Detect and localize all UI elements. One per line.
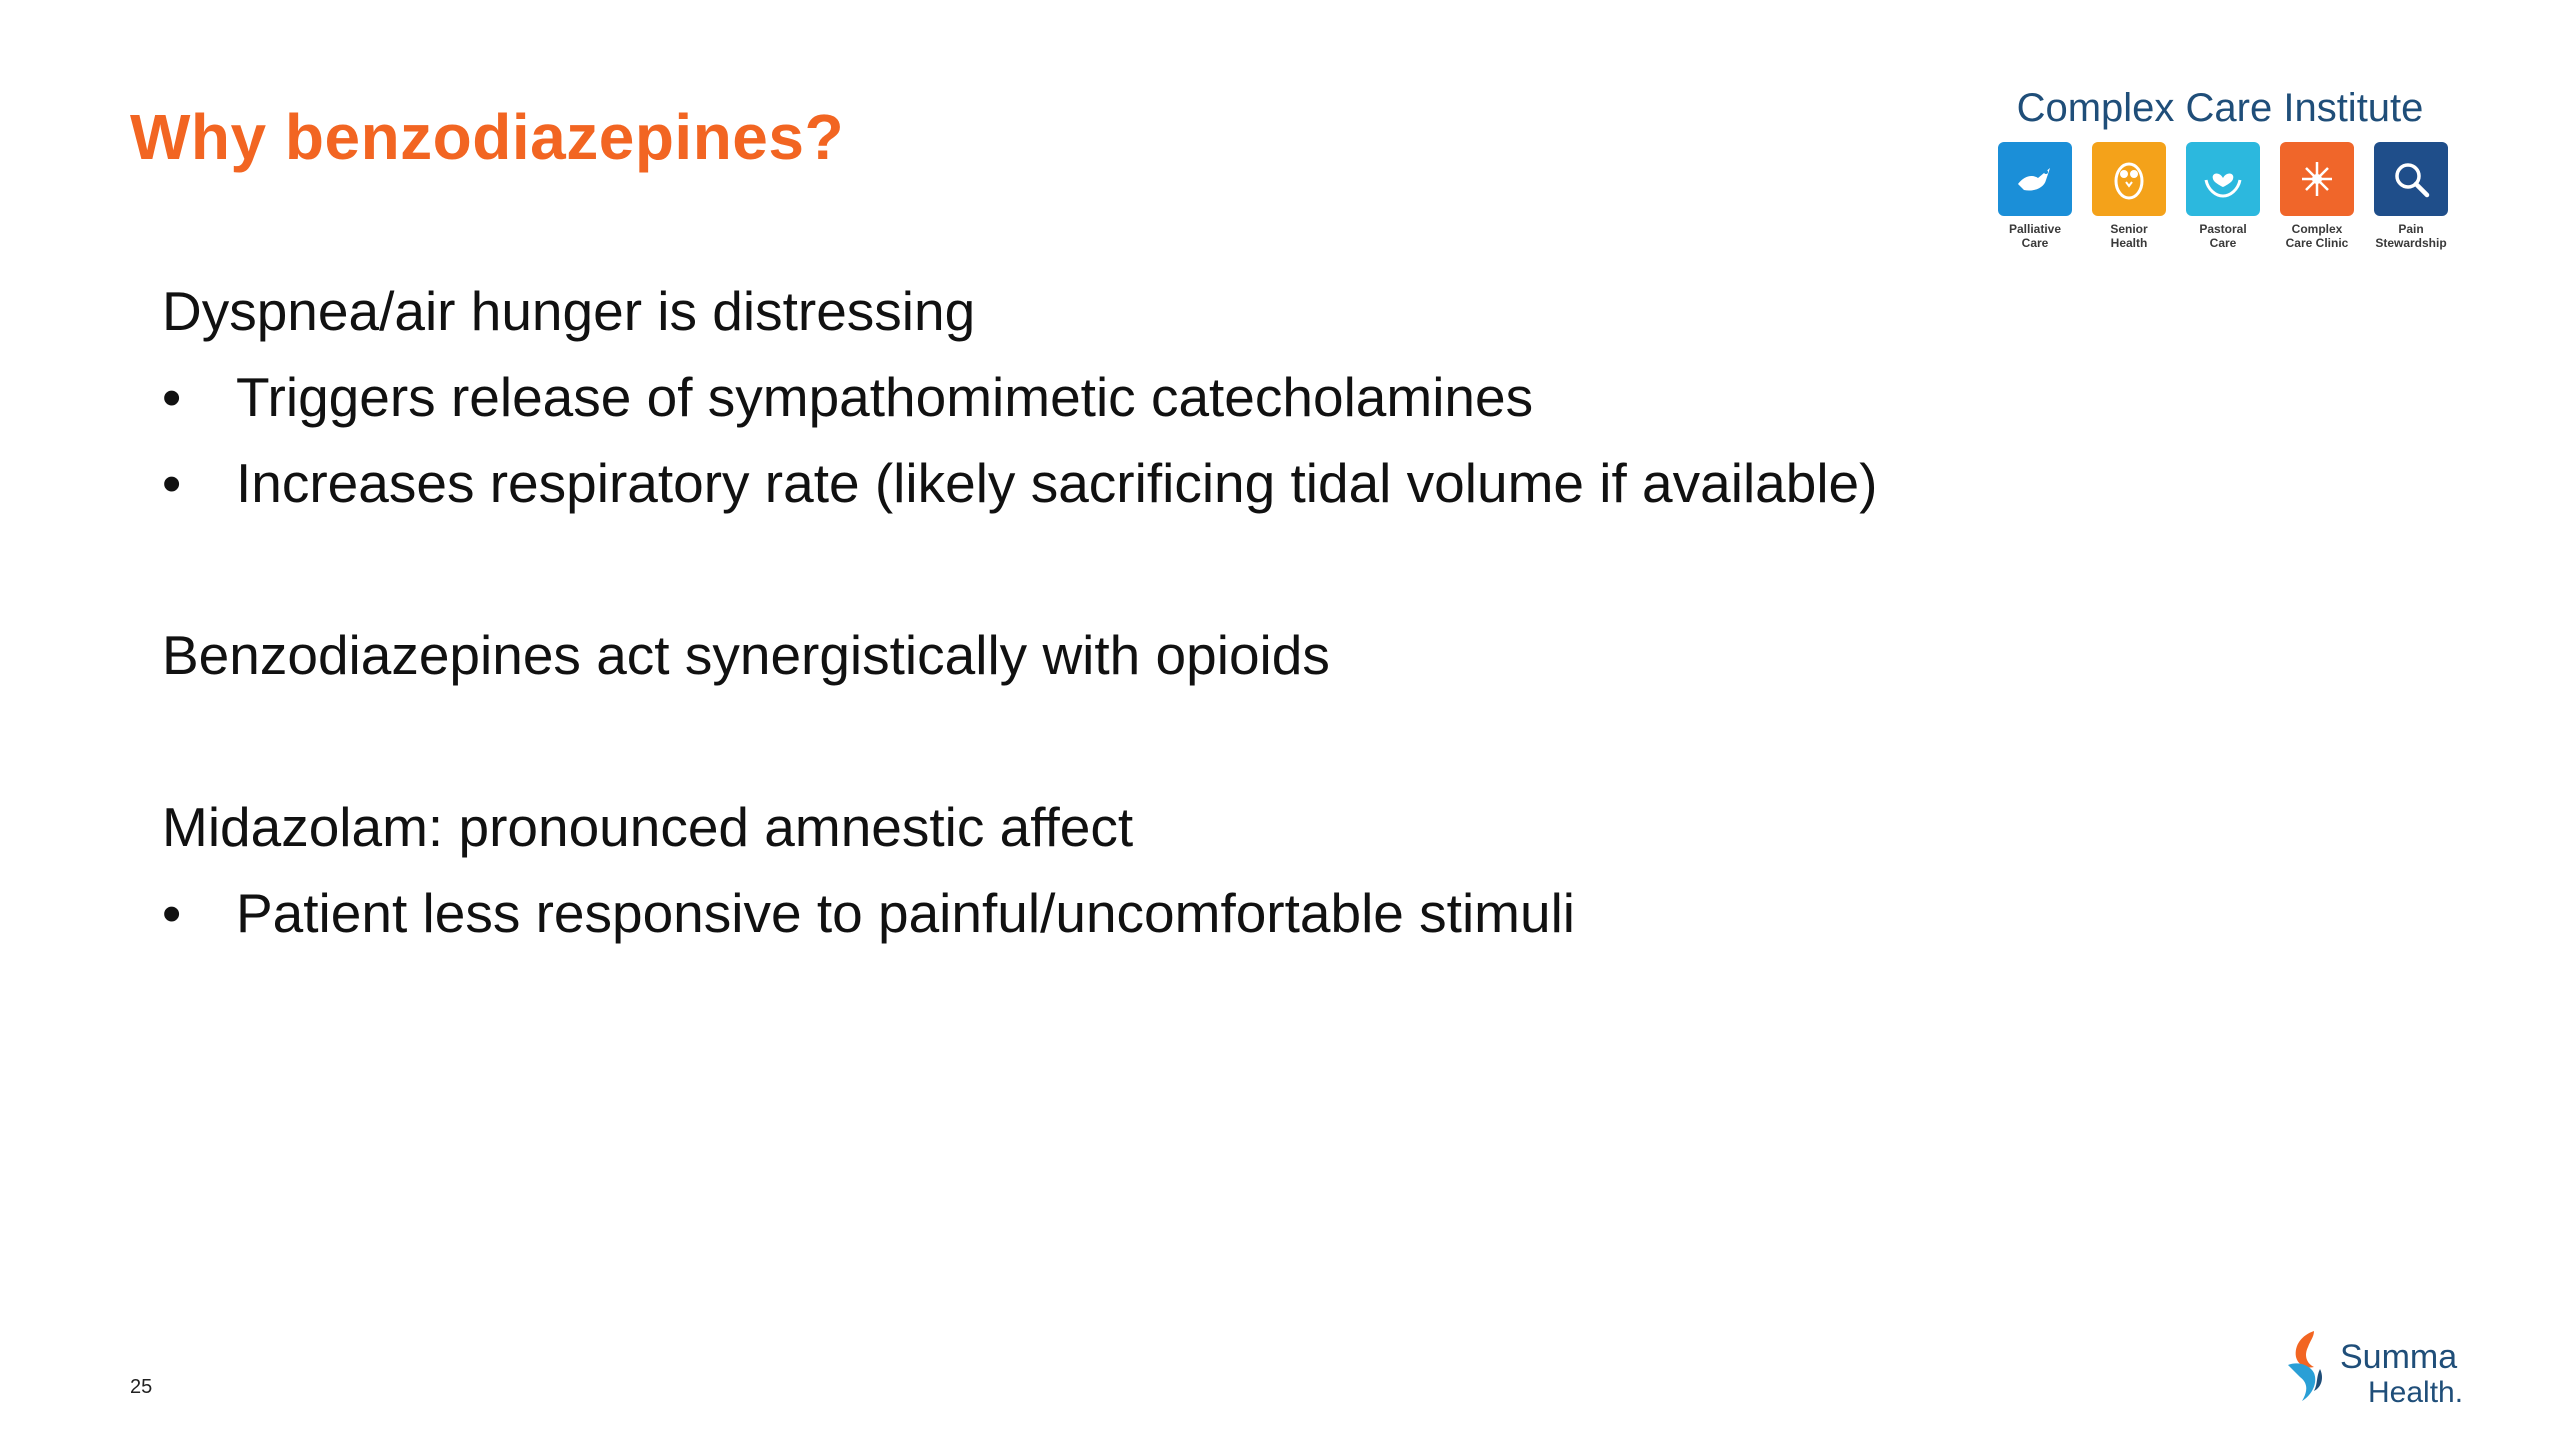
summa-mark-icon <box>2280 1325 2340 1415</box>
dove-icon <box>1998 142 2072 216</box>
health-word: Health. <box>2368 1376 2464 1409</box>
complex-care-institute-logo <box>1990 86 2480 266</box>
owl-icon <box>2092 142 2166 216</box>
slide-body <box>162 268 2262 956</box>
bullet-icon: • <box>162 366 182 428</box>
summa-word: Summa <box>2340 1338 2458 1376</box>
logo-title: Complex Care Institute <box>2016 86 2424 130</box>
slide-title: Why benzodiazepines? <box>130 101 845 173</box>
tile-pastoral-care <box>2186 142 2260 250</box>
summa-health-logo <box>2280 1325 2500 1425</box>
network-icon <box>2280 142 2354 216</box>
tile-label: Pain Stewardship <box>2375 222 2447 250</box>
bullet-item <box>162 870 2262 956</box>
section-heading: Benzodiazepines act synergistically with opioids <box>162 624 1330 686</box>
tile-label: Senior Health <box>2110 222 2148 250</box>
bullet-icon: • <box>162 882 182 944</box>
bullet-item <box>162 354 2262 440</box>
section-heading: Midazolam: pronounced amnestic affect <box>162 796 1134 858</box>
tile-label: Pastoral Care <box>2199 222 2247 250</box>
logo-tiles <box>1998 142 2448 250</box>
tile-pain-stewardship <box>2374 142 2448 250</box>
magnifier-icon <box>2374 142 2448 216</box>
bullet-text: Triggers release of sympathomimetic catecholamines <box>236 366 1534 428</box>
tile-palliative-care <box>1998 142 2072 250</box>
section-heading: Dyspnea/air hunger is distressing <box>162 280 976 342</box>
bullet-text: Patient less responsive to painful/uncomfortable stimuli <box>236 882 1576 944</box>
bullet-icon: • <box>162 452 182 514</box>
heart-hands-icon <box>2186 142 2260 216</box>
tile-complex-care-clinic <box>2280 142 2354 250</box>
tile-senior-health <box>2092 142 2166 250</box>
page-number: 25 <box>130 1376 153 1398</box>
bullet-text: Increases respiratory rate (likely sacrificing tidal volume if available) <box>236 452 1878 514</box>
bullet-item <box>162 440 2262 526</box>
tile-label: Complex Care Clinic <box>2285 222 2349 250</box>
tile-label: Palliative Care <box>2008 222 2062 250</box>
